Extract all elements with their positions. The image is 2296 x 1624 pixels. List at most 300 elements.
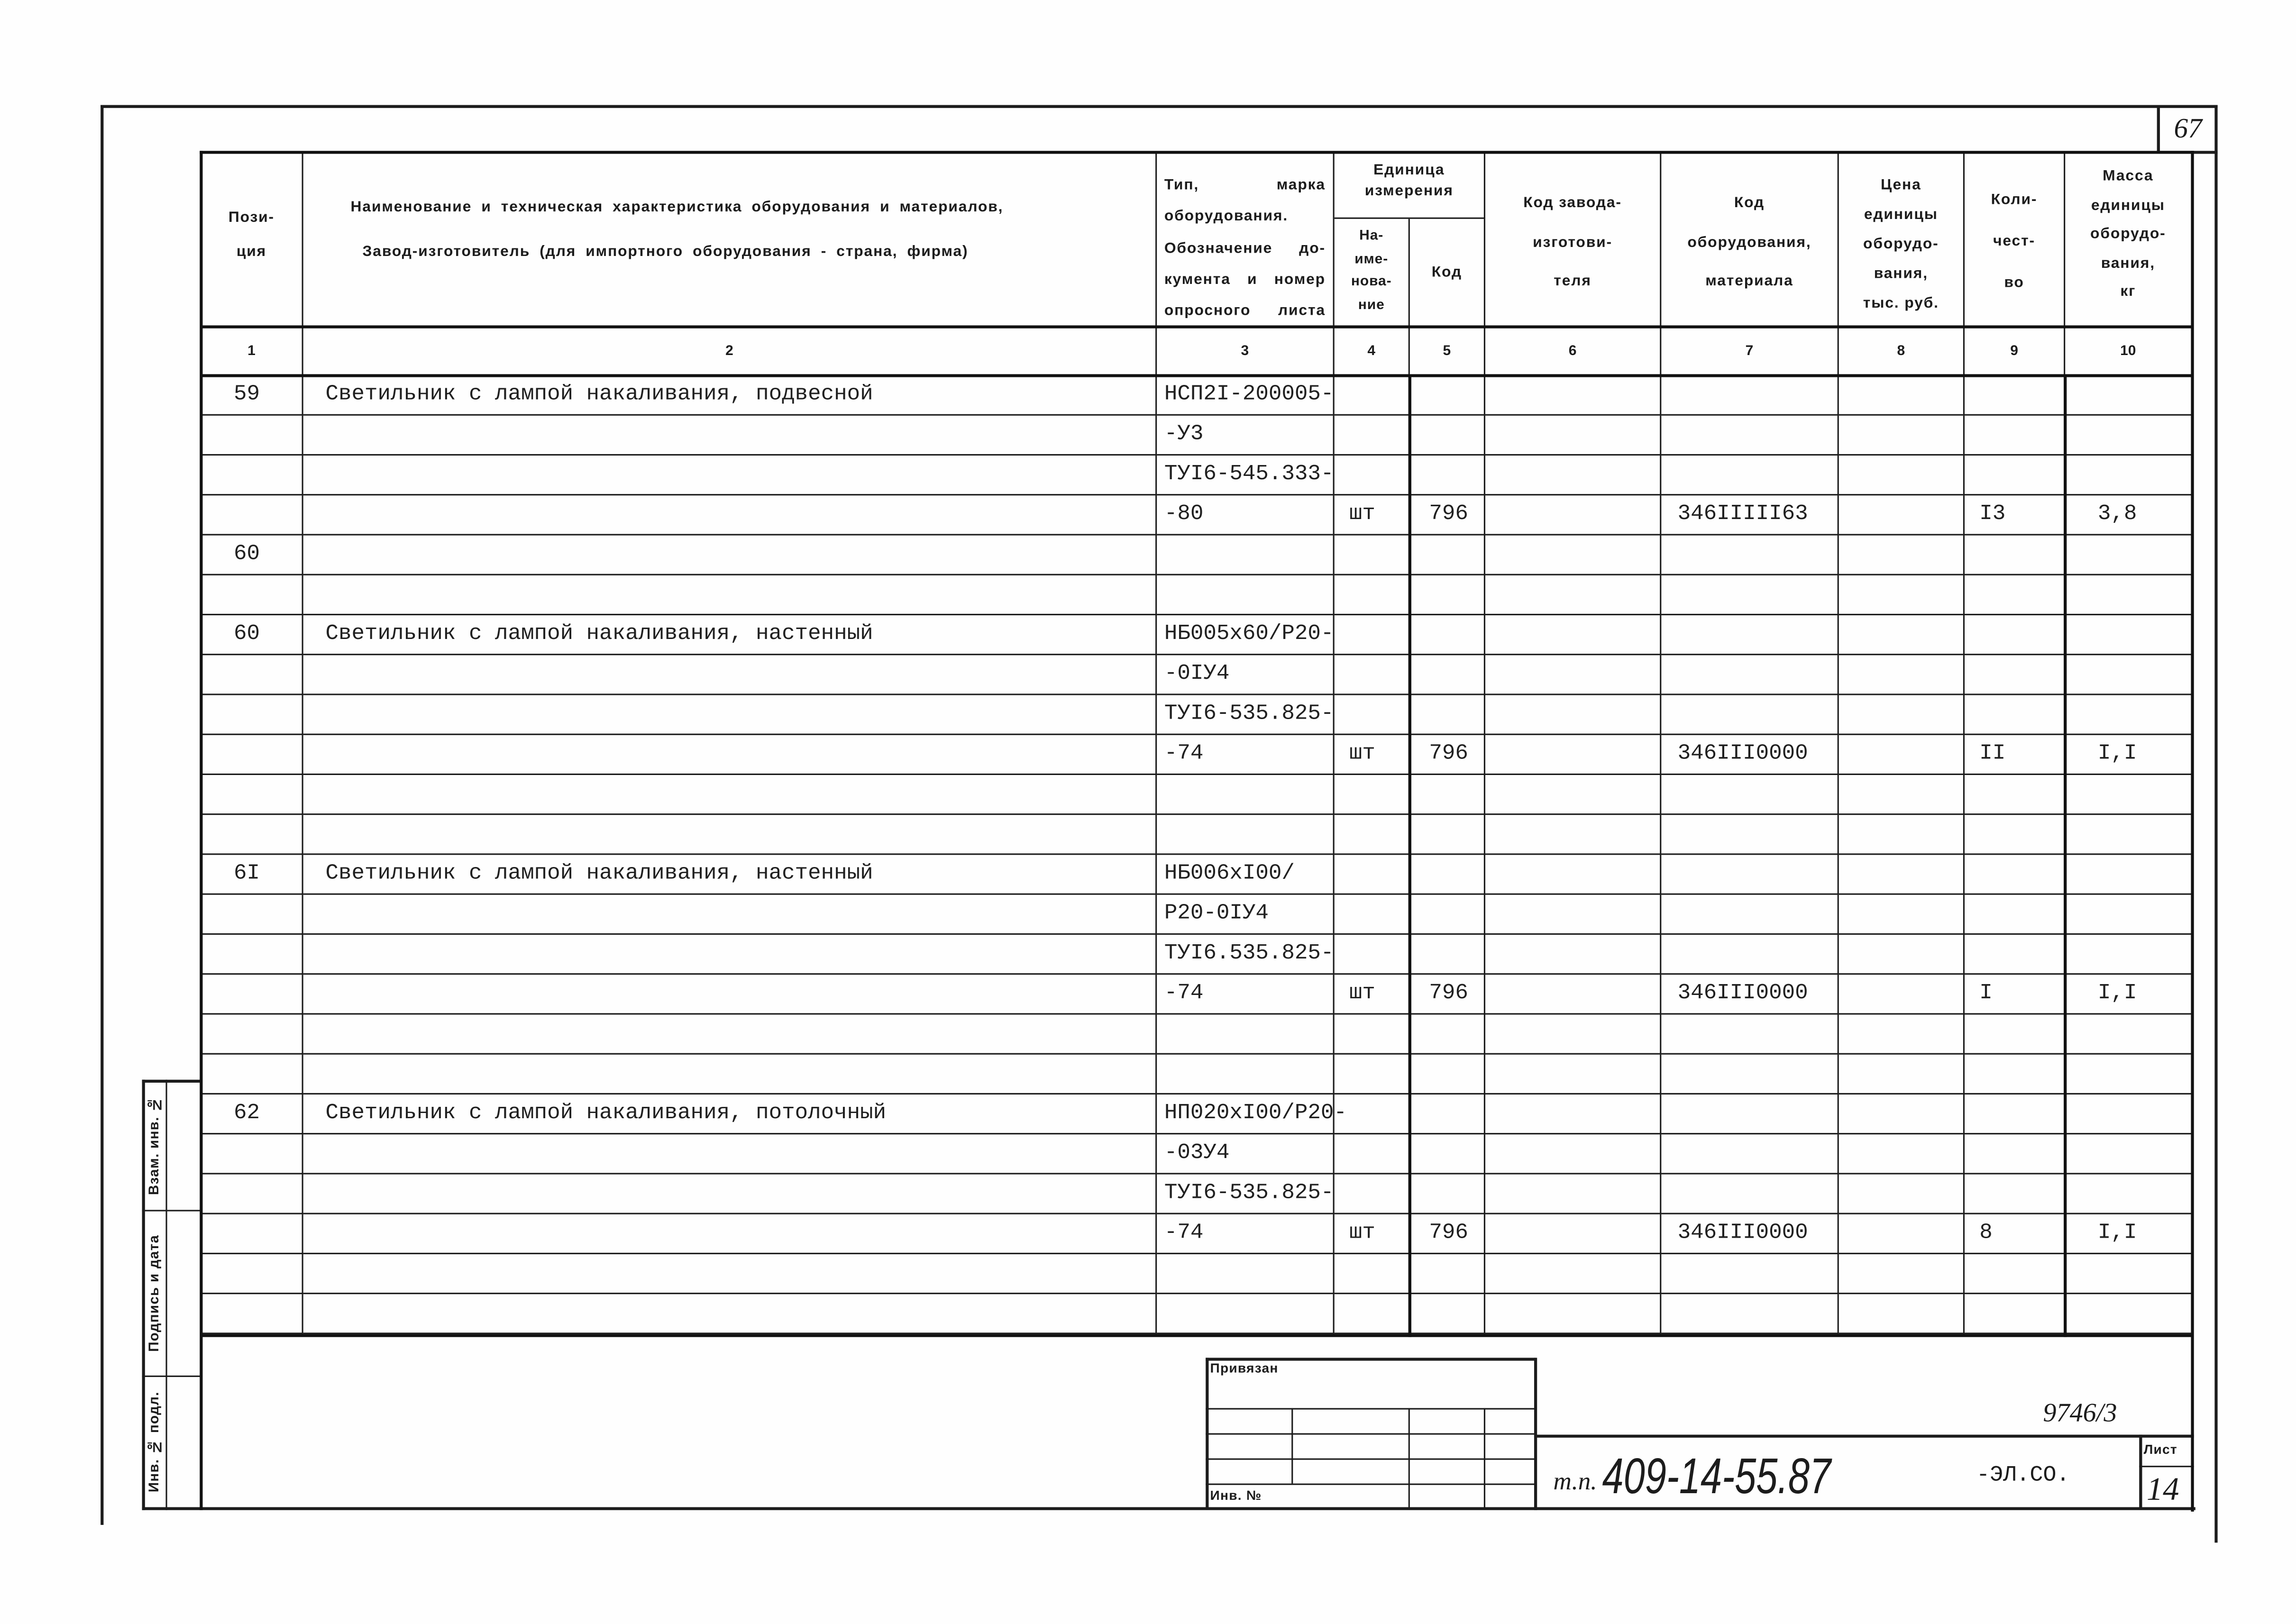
- cell-quantity: [1965, 615, 2065, 655]
- corner-page-number: 67: [2174, 114, 2202, 145]
- cell-position: [201, 1055, 303, 1095]
- cell-manufacturer-code: [1485, 536, 1661, 575]
- header-quantity-line: чест-: [1993, 233, 2036, 250]
- cell-type-mark: [1157, 536, 1334, 575]
- cell-unit-code: [1410, 575, 1485, 615]
- table-row: [201, 1095, 2192, 1134]
- table-row: [201, 536, 2192, 575]
- cell-equipment-code: [1661, 1174, 1839, 1214]
- cell-unit-price: [1839, 1134, 1965, 1174]
- cell-manufacturer-code: [1485, 1294, 1661, 1334]
- cell-quantity: [1965, 1174, 2065, 1214]
- cell-position: [201, 935, 303, 975]
- cell-equipment-code: [1661, 815, 1839, 855]
- cell-manufacturer-code: [1485, 495, 1661, 535]
- cell-name: [303, 935, 1157, 975]
- header-unit-code-line: Код: [1431, 264, 1462, 281]
- cell-quantity: I3: [1965, 495, 2065, 535]
- outer-frame-top: [101, 105, 2217, 108]
- header-unit-group-line: измерения: [1364, 183, 1454, 200]
- cell-unit-price: [1839, 655, 1965, 695]
- cell-manufacturer-code: [1485, 895, 1661, 935]
- cell-manufacturer-code: [1485, 1174, 1661, 1214]
- cell-unit-mass: [2065, 695, 2192, 735]
- cell-position: [201, 1254, 303, 1294]
- margin-label-original-inv: Инв. № подл.: [146, 1391, 163, 1493]
- cell-unit-code: [1410, 815, 1485, 855]
- header-unit-mass: [2065, 152, 2192, 327]
- cell-unit-code: [1410, 1174, 1485, 1214]
- cell-position: 60: [201, 615, 303, 655]
- cell-unit-price: [1839, 775, 1965, 815]
- cell-type-mark: -80: [1157, 495, 1334, 535]
- header-equipment-code-line: материала: [1705, 274, 1793, 290]
- cell-quantity: [1965, 1254, 2065, 1294]
- header-unit-name-line: име-: [1354, 250, 1389, 267]
- cell-unit-mass: [2065, 615, 2192, 655]
- cell-quantity: [1965, 416, 2065, 456]
- header-position: [201, 152, 303, 327]
- table-row: [201, 1134, 2192, 1174]
- header-unit-group: [1335, 152, 1485, 219]
- table-row: [201, 655, 2192, 695]
- cell-unit-price: [1839, 1254, 1965, 1294]
- cell-equipment-code: [1661, 1134, 1839, 1174]
- stamp-col-rule: [1409, 1408, 1410, 1508]
- cell-type-mark: ТУI6-545.333-: [1157, 456, 1334, 495]
- cell-position: 59: [201, 376, 303, 416]
- stamp-box-top: [1206, 1358, 1536, 1360]
- cell-quantity: [1965, 536, 2065, 575]
- cell-equipment-code: [1661, 855, 1839, 894]
- table-row: [201, 1214, 2192, 1254]
- cell-position: [201, 775, 303, 815]
- cell-unit-mass: I,I: [2065, 975, 2192, 1014]
- cell-unit-code: [1410, 935, 1485, 975]
- cell-quantity: [1965, 575, 2065, 615]
- cell-name: [303, 975, 1157, 1014]
- stamp-attached-label: Привязан: [1210, 1360, 1279, 1376]
- header-name-line: Наименование и техническая характеристика оборудования и материалов,: [350, 200, 1004, 216]
- cell-quantity: 8: [1965, 1214, 2065, 1254]
- header-type-mark-line: опросного листа: [1164, 303, 1326, 320]
- cell-name: [303, 575, 1157, 615]
- cell-manufacturer-code: [1485, 1095, 1661, 1134]
- header-type-mark-line: Обозначение до-: [1164, 240, 1326, 257]
- outer-frame-right: [2214, 105, 2217, 1543]
- cell-unit-name: [1335, 575, 1410, 615]
- document-code: 409-14-55.87: [1602, 1447, 1831, 1505]
- cell-unit-name: [1335, 855, 1410, 894]
- cell-position: [201, 895, 303, 935]
- header-unit-mass-line: кг: [2120, 284, 2136, 301]
- header-position-line: ция: [236, 244, 267, 261]
- cell-type-mark: [1157, 775, 1334, 815]
- cell-unit-code: [1410, 775, 1485, 815]
- cell-equipment-code: 346III0000: [1661, 735, 1839, 775]
- cell-equipment-code: [1661, 575, 1839, 615]
- column-number: 9: [1965, 327, 2065, 376]
- header-name-line: Завод-изготовитель (для импортного оборудования - страна, фирма): [362, 244, 969, 261]
- header-unit-price-line: оборудо-: [1863, 237, 1939, 253]
- cell-name: [303, 775, 1157, 815]
- table-row: [201, 1014, 2192, 1054]
- cell-position: [201, 1014, 303, 1054]
- cell-equipment-code: [1661, 416, 1839, 456]
- cell-unit-code: [1410, 1134, 1485, 1174]
- cell-manufacturer-code: [1485, 1014, 1661, 1054]
- cell-unit-name: [1335, 1134, 1410, 1174]
- cell-unit-mass: [2065, 1254, 2192, 1294]
- column-number: 1: [201, 327, 303, 376]
- cell-position: 60: [201, 536, 303, 575]
- cell-equipment-code: [1661, 895, 1839, 935]
- stamp-inv-label: Инв. №: [1210, 1487, 1262, 1503]
- cell-unit-mass: [2065, 1055, 2192, 1095]
- cell-type-mark: ТУI6-535.825-: [1157, 1174, 1334, 1214]
- cell-type-mark: НБ005х60/Р20-: [1157, 615, 1334, 655]
- cell-unit-mass: [2065, 1095, 2192, 1134]
- cell-position: [201, 1174, 303, 1214]
- cell-quantity: [1965, 815, 2065, 855]
- column-number: 5: [1410, 327, 1485, 376]
- cell-equipment-code: [1661, 775, 1839, 815]
- cell-position: [201, 1134, 303, 1174]
- table-row: [201, 975, 2192, 1014]
- table-row: [201, 1294, 2192, 1334]
- cell-quantity: [1965, 655, 2065, 695]
- cell-name: [303, 1294, 1157, 1334]
- cell-unit-price: [1839, 416, 1965, 456]
- margin-label-signature-date: Подпись и дата: [146, 1235, 163, 1352]
- cell-unit-price: [1839, 735, 1965, 775]
- header-name: [303, 152, 1157, 327]
- cell-unit-price: [1839, 1095, 1965, 1134]
- cell-unit-mass: [2065, 416, 2192, 456]
- header-unit-name: [1335, 219, 1410, 327]
- cell-unit-code: [1410, 855, 1485, 894]
- cell-position: [201, 416, 303, 456]
- cell-equipment-code: [1661, 1095, 1839, 1134]
- header-unit-price-line: единицы: [1864, 207, 1938, 224]
- cell-name: Светильник с лампой накаливания, настенный: [303, 615, 1157, 655]
- cell-position: [201, 495, 303, 535]
- cell-type-mark: -03У4: [1157, 1134, 1334, 1174]
- cell-quantity: [1965, 1294, 2065, 1334]
- cell-equipment-code: [1661, 655, 1839, 695]
- cell-position: [201, 1214, 303, 1254]
- cell-unit-code: 796: [1410, 975, 1485, 1014]
- cell-unit-price: [1839, 1174, 1965, 1214]
- cell-unit-mass: I,I: [2065, 735, 2192, 775]
- cell-equipment-code: [1661, 615, 1839, 655]
- cell-unit-name: [1335, 655, 1410, 695]
- cell-quantity: [1965, 855, 2065, 894]
- cell-name: [303, 1174, 1157, 1214]
- cell-manufacturer-code: [1485, 695, 1661, 735]
- cell-unit-price: [1839, 895, 1965, 935]
- cell-unit-mass: [2065, 575, 2192, 615]
- cell-unit-mass: [2065, 895, 2192, 935]
- table-row: [201, 735, 2192, 775]
- cell-unit-name: [1335, 376, 1410, 416]
- cell-unit-price: [1839, 495, 1965, 535]
- table-border-left: [200, 151, 203, 1510]
- cell-name: [303, 1134, 1157, 1174]
- cell-unit-mass: [2065, 456, 2192, 495]
- cell-name: Светильник с лампой накаливания, настенный: [303, 855, 1157, 894]
- cell-type-mark: [1157, 1055, 1334, 1095]
- table-row: [201, 456, 2192, 495]
- cell-unit-code: [1410, 695, 1485, 735]
- cell-type-mark: НП020хI00/Р20-: [1157, 1095, 1334, 1134]
- column-number: 2: [303, 327, 1157, 376]
- cell-manufacturer-code: [1485, 735, 1661, 775]
- margin-strip-inner: [165, 1080, 167, 1510]
- cell-unit-code: [1410, 536, 1485, 575]
- cell-quantity: [1965, 1014, 2065, 1054]
- cell-unit-code: [1410, 416, 1485, 456]
- header-quantity: [1965, 152, 2065, 327]
- cell-type-mark: НСП2I-200005-: [1157, 376, 1334, 416]
- cell-name: [303, 695, 1157, 735]
- header-unit-mass-line: вания,: [2101, 255, 2155, 272]
- cell-unit-price: [1839, 1294, 1965, 1334]
- cell-name: Светильник с лампой накаливания, подвесной: [303, 376, 1157, 416]
- table-row: [201, 376, 2192, 416]
- cell-unit-price: [1839, 456, 1965, 495]
- cell-position: [201, 575, 303, 615]
- cell-manufacturer-code: [1485, 975, 1661, 1014]
- cell-type-mark: ТУI6.535.825-: [1157, 935, 1334, 975]
- cell-equipment-code: [1661, 695, 1839, 735]
- cell-type-mark: [1157, 1014, 1334, 1054]
- cell-type-mark: НБ006хI00/: [1157, 855, 1334, 894]
- cell-type-mark: [1157, 575, 1334, 615]
- cell-name: [303, 655, 1157, 695]
- cell-unit-name: [1335, 935, 1410, 975]
- stamp-row-rule: [1206, 1433, 1536, 1434]
- cell-equipment-code: [1661, 456, 1839, 495]
- header-unit-name-line: На-: [1359, 228, 1384, 244]
- outer-frame-left: [101, 105, 103, 1525]
- sheet-label: Лист: [2143, 1442, 2177, 1457]
- header-unit-name-line: нова-: [1351, 274, 1392, 290]
- cell-manufacturer-code: [1485, 1134, 1661, 1174]
- cell-name: [303, 416, 1157, 456]
- cell-equipment-code: [1661, 935, 1839, 975]
- table-row: [201, 695, 2192, 735]
- cell-unit-code: 796: [1410, 495, 1485, 535]
- cell-unit-mass: [2065, 1174, 2192, 1214]
- table-row: [201, 495, 2192, 535]
- cell-type-mark: -У3: [1157, 416, 1334, 456]
- cell-unit-mass: [2065, 815, 2192, 855]
- column-number: 4: [1335, 327, 1410, 376]
- cell-unit-code: [1410, 1055, 1485, 1095]
- cell-unit-mass: 3,8: [2065, 495, 2192, 535]
- cell-unit-price: [1839, 815, 1965, 855]
- margin-label-replaced-inv: Взам. инв. №: [146, 1095, 163, 1196]
- cell-unit-code: [1410, 1014, 1485, 1054]
- cell-position: [201, 975, 303, 1014]
- cell-unit-price: [1839, 1214, 1965, 1254]
- cell-unit-name: [1335, 1174, 1410, 1214]
- table-row: [201, 1055, 2192, 1095]
- cell-equipment-code: 346III0000: [1661, 1214, 1839, 1254]
- cell-unit-name: [1335, 695, 1410, 735]
- cell-equipment-code: [1661, 1294, 1839, 1334]
- frame-bottom: [142, 1507, 2195, 1510]
- cell-quantity: [1965, 1134, 2065, 1174]
- cell-unit-price: [1839, 935, 1965, 975]
- header-unit-name-line: ние: [1358, 296, 1385, 313]
- cell-type-mark: -74: [1157, 735, 1334, 775]
- sheet-box-left: [2139, 1435, 2141, 1509]
- sheet-number: 14: [2146, 1470, 2179, 1507]
- header-unit-mass-line: Масса: [2103, 168, 2154, 185]
- cell-quantity: II: [1965, 735, 2065, 775]
- cell-unit-mass: [2065, 855, 2192, 894]
- cell-unit-code: 796: [1410, 1214, 1485, 1254]
- cell-position: 62: [201, 1095, 303, 1134]
- column-number: 8: [1839, 327, 1965, 376]
- cell-unit-name: шт: [1335, 1214, 1410, 1254]
- cell-manufacturer-code: [1485, 775, 1661, 815]
- cell-unit-name: шт: [1335, 735, 1410, 775]
- header-manufacturer-code-line: изготови-: [1533, 234, 1613, 251]
- header-unit-group-line: Единица: [1373, 163, 1445, 179]
- cell-unit-price: [1839, 695, 1965, 735]
- cell-manufacturer-code: [1485, 615, 1661, 655]
- cell-unit-mass: [2065, 655, 2192, 695]
- cell-type-mark: ТУI6-535.825-: [1157, 695, 1334, 735]
- cell-unit-mass: [2065, 935, 2192, 975]
- cell-manufacturer-code: [1485, 655, 1661, 695]
- cell-position: [201, 1294, 303, 1334]
- header-quantity-line: Коли-: [1991, 192, 2038, 209]
- header-type-mark-line: кумента и номер: [1164, 272, 1326, 289]
- cell-unit-name: [1335, 615, 1410, 655]
- table-row: [201, 575, 2192, 615]
- cell-equipment-code: [1661, 1014, 1839, 1054]
- cell-quantity: [1965, 895, 2065, 935]
- cell-type-mark: -74: [1157, 975, 1334, 1014]
- cell-unit-name: [1335, 815, 1410, 855]
- cell-quantity: [1965, 1095, 2065, 1134]
- header-quantity-line: во: [2004, 275, 2024, 292]
- header-unit-price-line: тыс. руб.: [1863, 296, 1939, 312]
- cell-manufacturer-code: [1485, 456, 1661, 495]
- cell-unit-mass: [2065, 1014, 2192, 1054]
- cell-quantity: [1965, 1055, 2065, 1095]
- cell-unit-price: [1839, 1055, 1965, 1095]
- stamp-row-rule: [1206, 1484, 1536, 1486]
- cell-manufacturer-code: [1485, 1055, 1661, 1095]
- cell-position: [201, 695, 303, 735]
- stamp-col-rule: [1291, 1408, 1293, 1483]
- cell-type-mark: -74: [1157, 1214, 1334, 1254]
- cell-manufacturer-code: [1485, 416, 1661, 456]
- cell-unit-name: [1335, 536, 1410, 575]
- header-unit-mass-line: единицы: [2091, 197, 2165, 214]
- cell-manufacturer-code: [1485, 815, 1661, 855]
- table-row: [201, 615, 2192, 655]
- cell-equipment-code: [1661, 376, 1839, 416]
- document-section: -ЭЛ.СО.: [1976, 1462, 2070, 1488]
- cell-type-mark: -0IУ4: [1157, 655, 1334, 695]
- cell-unit-name: [1335, 1095, 1410, 1134]
- table-row: [201, 1254, 2192, 1294]
- cell-unit-name: [1335, 1294, 1410, 1334]
- cell-name: [303, 815, 1157, 855]
- cell-manufacturer-code: [1485, 1254, 1661, 1294]
- table-row: [201, 815, 2192, 855]
- cell-unit-name: шт: [1335, 495, 1410, 535]
- cell-unit-name: [1335, 1055, 1410, 1095]
- cell-unit-code: [1410, 1294, 1485, 1334]
- cell-unit-price: [1839, 536, 1965, 575]
- header-unit-code: [1410, 219, 1485, 327]
- cell-type-mark: [1157, 815, 1334, 855]
- cell-quantity: [1965, 456, 2065, 495]
- cell-position: [201, 815, 303, 855]
- sheet-box-divider: [2139, 1466, 2194, 1468]
- cell-name: [303, 456, 1157, 495]
- cell-unit-code: [1410, 1254, 1485, 1294]
- cell-unit-mass: [2065, 1134, 2192, 1174]
- cell-quantity: [1965, 775, 2065, 815]
- stamp-row-rule: [1206, 1459, 1536, 1460]
- cell-unit-code: [1410, 655, 1485, 695]
- cell-position: 6I: [201, 855, 303, 894]
- header-bottom-rule: [201, 325, 2192, 328]
- cell-position: [201, 735, 303, 775]
- cell-unit-code: [1410, 376, 1485, 416]
- cell-unit-name: [1335, 1014, 1410, 1054]
- cell-quantity: [1965, 935, 2065, 975]
- cell-unit-name: шт: [1335, 975, 1410, 1014]
- column-number: 7: [1661, 327, 1839, 376]
- cell-equipment-code: 346IIIII63: [1661, 495, 1839, 535]
- cell-equipment-code: [1661, 1055, 1839, 1095]
- header-unit-mass-line: оборудо-: [2090, 226, 2166, 243]
- cell-unit-mass: [2065, 536, 2192, 575]
- cell-unit-name: [1335, 456, 1410, 495]
- document-code-prefix: т.п.: [1553, 1467, 1597, 1496]
- cell-type-mark: [1157, 1294, 1334, 1334]
- table-row: [201, 935, 2192, 975]
- cell-manufacturer-code: [1485, 1214, 1661, 1254]
- cell-unit-name: [1335, 775, 1410, 815]
- cell-name: [303, 536, 1157, 575]
- order-number: 9746/3: [2043, 1397, 2117, 1428]
- mass-column-rule: [2064, 376, 2067, 1337]
- stamp-row-rule: [1206, 1408, 1536, 1410]
- cell-type-mark: Р20-0IУ4: [1157, 895, 1334, 935]
- cell-name: Светильник с лампой накаливания, потолочный: [303, 1095, 1157, 1134]
- table-row: [201, 775, 2192, 815]
- header-manufacturer-code-line: теля: [1554, 274, 1592, 290]
- cell-unit-name: [1335, 1254, 1410, 1294]
- header-equipment-code-line: оборудования,: [1687, 234, 1811, 251]
- cell-position: [201, 655, 303, 695]
- cell-manufacturer-code: [1485, 575, 1661, 615]
- corner-box-left: [2157, 107, 2159, 154]
- column-number: 3: [1157, 327, 1334, 376]
- cell-name: [303, 1214, 1157, 1254]
- unit-code-column-rule: [1409, 376, 1411, 1337]
